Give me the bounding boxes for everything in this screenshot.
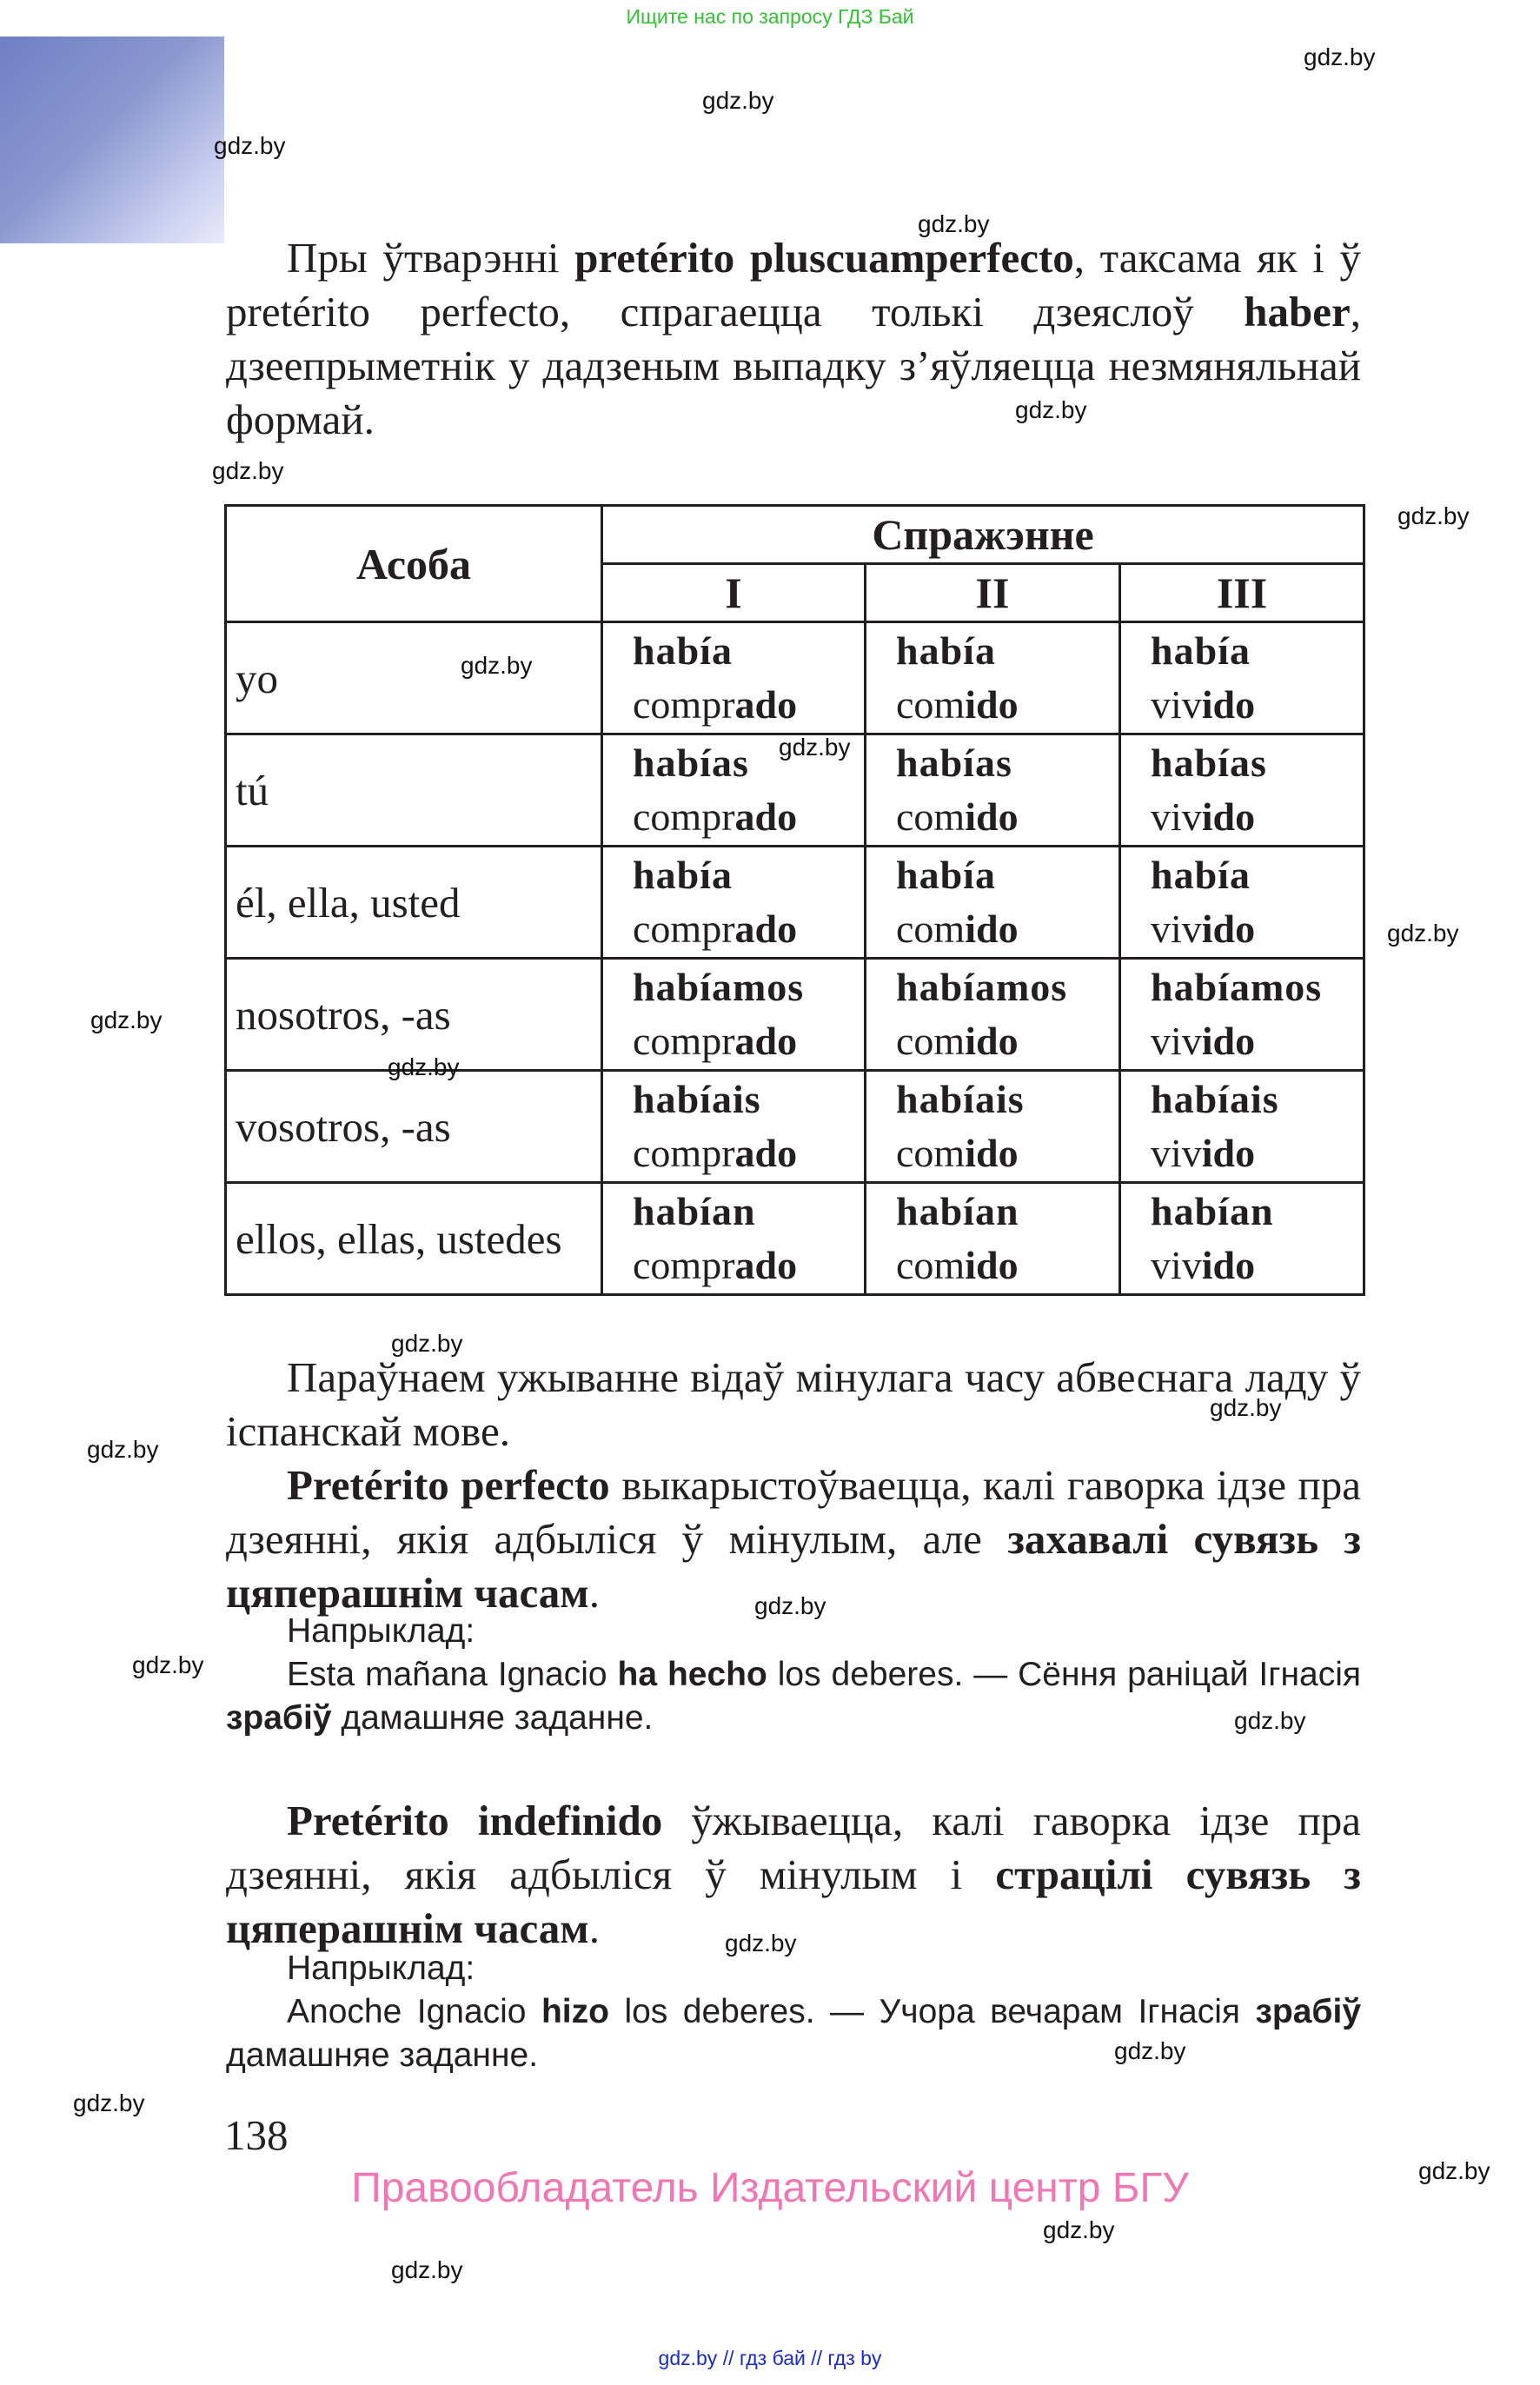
watermark: gdz.by bbox=[754, 1592, 826, 1619]
header-conj-2: II bbox=[866, 564, 1120, 622]
watermark: gdz.by bbox=[1234, 1707, 1306, 1734]
indefinido-paragraph: Pretérito indefinido ўжываецца, калі гаворка ідзе пра дзеянні, якія адбыліся ў мінулым і страцілі сувязь з цяперашнім часам. bbox=[226, 1797, 1362, 1952]
watermark: gdz.by bbox=[214, 132, 286, 159]
watermark: gdz.by bbox=[212, 457, 284, 484]
watermark: gdz.by bbox=[388, 1053, 460, 1080]
verb-form-cell: habías comido bbox=[866, 734, 1120, 847]
watermark: gdz.by bbox=[702, 87, 774, 114]
verb-form-cell: habíamos comido bbox=[866, 959, 1120, 1071]
watermark: gdz.by bbox=[1418, 2157, 1490, 2184]
person-cell: vosotros, -as bbox=[226, 1071, 602, 1183]
table-row bbox=[226, 622, 1364, 734]
verb-form-cell: había comprado bbox=[602, 622, 866, 734]
verb-form-cell: había comprado bbox=[602, 847, 866, 959]
decorative-corner-block bbox=[0, 37, 224, 243]
verb-form-cell: habíais comprado bbox=[602, 1071, 866, 1183]
watermark: gdz.by bbox=[391, 1330, 463, 1357]
person-cell: él, ella, usted bbox=[226, 847, 602, 959]
verb-form-cell: habíamos comprado bbox=[602, 959, 866, 1071]
verb-form-cell: habías vivido bbox=[1120, 734, 1364, 847]
watermark: gdz.by bbox=[391, 2256, 463, 2283]
person-cell: tú bbox=[226, 734, 602, 847]
watermark: gdz.by bbox=[461, 652, 533, 679]
copyright-footer: Правообладатель Издательский центр БГУ bbox=[351, 2165, 1189, 2211]
person-cell: yo bbox=[226, 622, 602, 734]
watermark: gdz.by bbox=[1043, 2216, 1115, 2243]
watermark: gdz.by bbox=[87, 1436, 159, 1463]
top-banner[interactable]: Ищите нас по запросу ГДЗ Бай bbox=[626, 5, 914, 28]
conjugation-table bbox=[224, 504, 1365, 1296]
header-conj-3: III bbox=[1120, 564, 1364, 622]
compare-paragraph: Параўнаем ужыванне відаў мінулага часу абвеснага ладу ў іспанскай мове. bbox=[226, 1353, 1361, 1455]
verb-form-cell: había vivido bbox=[1120, 847, 1364, 959]
verb-form-cell: habíais comido bbox=[866, 1071, 1120, 1183]
watermark: gdz.by bbox=[90, 1006, 163, 1033]
table-row bbox=[226, 1183, 1364, 1295]
intro-paragraph: Пры ўтварэнні pretérito pluscuamperfecto, таксама як і ў pretérito perfecto, спрагаецца толькі дзеяслоў haber, дзеепрыметнік у дадзеным выпадку з’яўляецца незмяняльнай формай. bbox=[226, 234, 1361, 443]
watermark: gdz.by bbox=[1114, 2037, 1186, 2064]
verb-form-cell: habíamos vivido bbox=[1120, 959, 1364, 1071]
verb-form-cell: habíais vivido bbox=[1120, 1071, 1364, 1183]
table-row bbox=[226, 847, 1364, 959]
verb-form-cell: había vivido bbox=[1120, 622, 1364, 734]
watermark: gdz.by bbox=[918, 210, 990, 237]
person-cell: ellos, ellas, ustedes bbox=[226, 1183, 602, 1295]
watermark: gdz.by bbox=[132, 1651, 204, 1678]
indefinido-example: Anoche Ignacio hizo los deberes. — Учора вечарам Ігнасія зрабіў дамашняе заданне. bbox=[226, 1993, 1362, 2074]
bottom-links[interactable]: gdz.by // гдз бай // гдз by bbox=[658, 2347, 882, 2369]
verb-form-cell: había comido bbox=[866, 622, 1120, 734]
verb-form-cell: habían vivido bbox=[1120, 1183, 1364, 1295]
verb-form-cell: habías comprado bbox=[602, 734, 866, 847]
perfecto-example-label: Напрыклад: bbox=[287, 1612, 475, 1650]
verb-form-cell: había comido bbox=[866, 847, 1120, 959]
verb-form-cell: habían comido bbox=[866, 1183, 1120, 1295]
header-conjugation: Спражэнне bbox=[602, 506, 1364, 564]
header-person: Асоба bbox=[226, 506, 602, 622]
watermark: gdz.by bbox=[1015, 396, 1087, 423]
perfecto-paragraph: Pretérito perfecto выкарыстоўваецца, калі гаворка ідзе пра дзеянні, якія адбыліся ў мінулым, але захавалі сувязь з цяперашнім часам. bbox=[226, 1461, 1361, 1617]
watermark: gdz.by bbox=[1397, 502, 1470, 529]
watermark: gdz.by bbox=[779, 734, 851, 761]
watermark: gdz.by bbox=[1210, 1394, 1282, 1421]
page-number: 138 bbox=[224, 2111, 289, 2159]
perfecto-example: Esta mañana Ignacio ha hecho los deberes. — Сёння раніцай Ігнасія зрабіў дамашняе заданне. bbox=[226, 1656, 1362, 1737]
indefinido-example-label: Напрыклад: bbox=[287, 1950, 475, 1987]
watermark: gdz.by bbox=[73, 2089, 145, 2116]
watermark: gdz.by bbox=[725, 1930, 797, 1956]
verb-form-cell: habían comprado bbox=[602, 1183, 866, 1295]
header-conj-1: I bbox=[602, 564, 866, 622]
person-cell: nosotros, -as bbox=[226, 959, 602, 1071]
watermark: gdz.by bbox=[1304, 43, 1376, 70]
watermark: gdz.by bbox=[1387, 920, 1459, 947]
table-row bbox=[226, 1071, 1364, 1183]
